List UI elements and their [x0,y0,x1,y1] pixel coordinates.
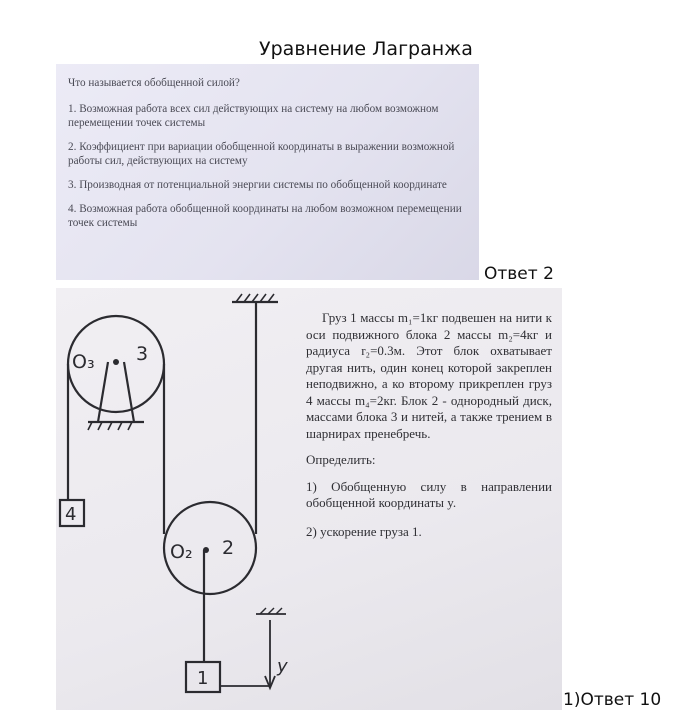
task-2: 2) ускорение груза 1. [306,523,422,539]
label-4: 4 [65,504,77,525]
label-o2: O₂ [170,541,193,563]
option-1: 1. Возможная работа всех сил действующих на систему на любом возможном перемещении точек системы [68,103,439,129]
problem-statement: Груз 1 массы m₁=1кг подвешен на нити к оси подвижного блока 2 массы m₂=4кг и радиуса r₂=0.3м. Этот блок охватывает другая нить, один конец которой закреплен неподвижно, а ко второму прикреплен груз 4 массы m₄=2кг. Блок 2 - однородный диск, массами блока 3 и нитей, а также трением в шарнирах пренебречь. [306,310,552,441]
option-2: 2. Коэффициент при вариации обобщенной координаты в выражении возможной работы сил, действующих на систему [68,141,455,167]
label-2: 2 [222,537,235,559]
option-4: 4. Возможная работа обобщенной координаты на любом возможном перемещении точек системы [68,203,462,229]
block-3-hatch [88,422,132,430]
axis-o2 [203,547,209,553]
label-y: y [277,656,288,677]
problem-text-block [306,310,552,552]
task-1: 1) Обобщенную силу в направлении обобщенной координаты y. [306,478,552,510]
page-title: Уравнение Лагранжа [259,38,473,60]
label-3: 3 [136,343,149,365]
answer-1: Ответ 2 [484,264,554,284]
y-origin-hatch [260,608,282,614]
determine-heading: Определить: [306,452,376,467]
ceiling-hatch [236,294,274,302]
problem-photo [56,288,562,710]
mechanism-diagram [56,288,306,710]
label-o3: O₃ [72,351,95,373]
answer-2: 1)Ответ 10 [563,690,662,710]
question-prompt: Что называется обобщенной силой? [68,77,240,89]
option-3: 3. Производная от потенциальной энергии системы по обобщенной координате [68,179,447,191]
label-1: 1 [197,668,209,689]
question-photo [56,64,479,280]
axis-o3 [113,359,119,365]
